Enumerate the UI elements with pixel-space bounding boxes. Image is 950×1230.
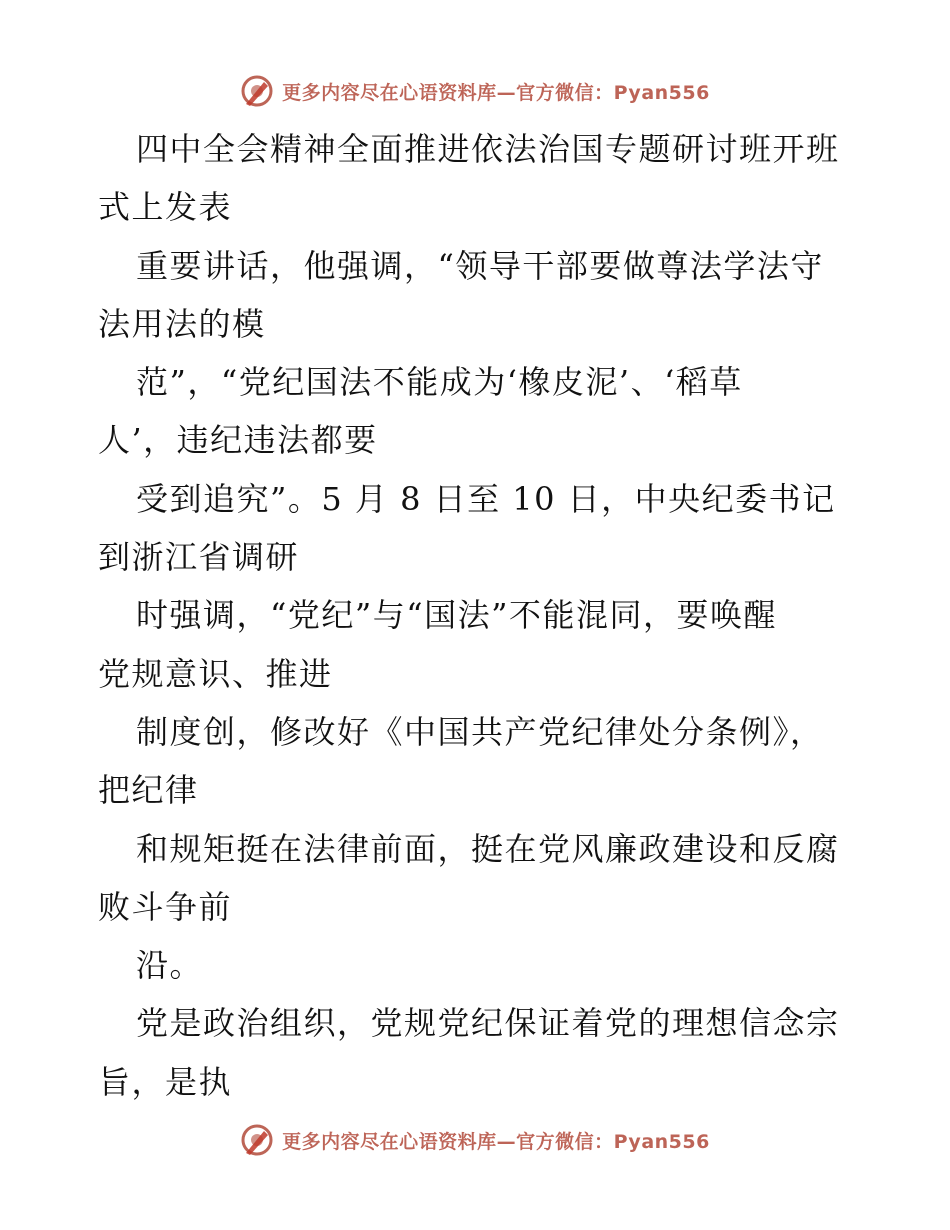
text-line: 党规意识、推进 [98,654,333,693]
text-line: 重要讲话，他强调，“领导干部要做尊法学法守 [136,246,824,285]
pen-logo-icon [240,74,274,108]
watermark-text: 更多内容尽在心语资料库—官方微信：Pyan556 [282,1130,710,1153]
text-line: 四中全会精神全面推进依法治国专题研讨班开班 [136,130,840,168]
text-line: 把纪律 [98,771,199,810]
document-body [98,120,858,1111]
text-line: 党是政治组织，党规党纪保证着党的理想信念宗 [136,1004,840,1043]
text-line: 旨，是执 [98,1062,233,1101]
text-line: 时强调，“党纪”与“国法”不能混同，要唤醒 [136,596,777,635]
text-line: 人’，违纪违法都要 [98,421,378,460]
pen-logo-icon [240,1123,274,1157]
text-line: 制度创，修改好《中国共产党纪律处分条例》， [136,712,824,751]
text-line: 到浙江省调研 [98,538,300,577]
text-line: 沿。 [136,946,204,985]
text-line: 败斗争前 [98,887,233,926]
watermark-text: 更多内容尽在心语资料库—官方微信：Pyan556 [282,81,710,104]
text-line: 受到追究”。5 月 8 日至 10 日，中央纪委书记 [136,479,836,518]
text-line: 范”，“党纪国法不能成为‘橡皮泥’、‘稻草 [136,363,743,402]
text-line: 法用法的模 [98,304,266,343]
text-line: 和规矩挺在法律前面，挺在党风廉政建设和反腐 [136,829,840,868]
footer-watermark [0,1120,950,1160]
header-watermark [0,71,950,111]
text-line: 式上发表 [98,188,233,227]
